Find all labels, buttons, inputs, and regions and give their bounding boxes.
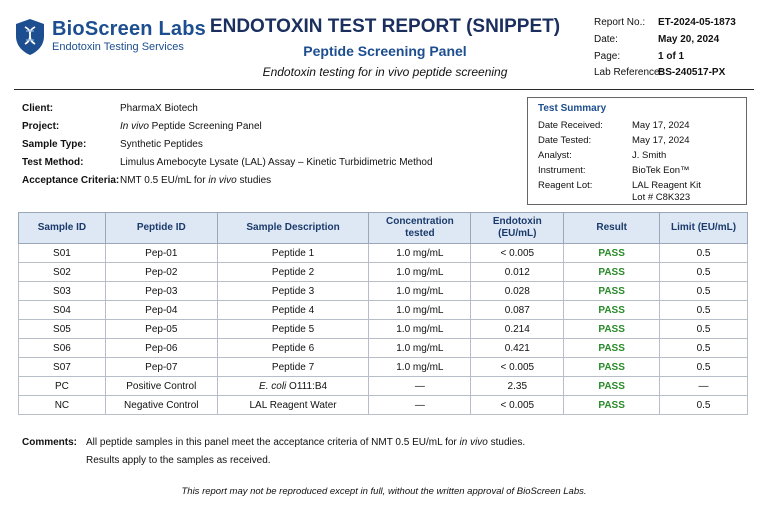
summary-value-instrument: BioTek Eon™: [632, 165, 690, 176]
cell-peptide-id: Pep-04: [105, 301, 217, 320]
cell-result: PASS: [564, 301, 660, 320]
criteria-pre: NMT 0.5 EU/mL for: [120, 175, 209, 186]
table-header-row: [19, 213, 748, 244]
cell-sample-id: S07: [19, 358, 106, 377]
cell-limit: —: [660, 377, 748, 396]
summary-label-received: Date Received:: [538, 120, 603, 131]
table-row: [19, 301, 748, 320]
cell-peptide-id: Pep-06: [105, 339, 217, 358]
col-header-peptide-id: Peptide ID: [105, 213, 217, 244]
test-method-label: Test Method:: [22, 157, 84, 168]
comments-post: studies.: [487, 437, 526, 448]
summary-value-reagent-lot: Lot # C8K323: [632, 192, 691, 203]
cell-description: Peptide 2: [217, 263, 369, 282]
logo-icon: [14, 18, 46, 56]
cell-endotoxin: 0.012: [471, 263, 564, 282]
table-row: [19, 339, 748, 358]
cell-endotoxin: < 0.005: [471, 358, 564, 377]
col-header-result: Result: [564, 213, 660, 244]
client-label: Client:: [22, 103, 54, 114]
comments-text: [86, 437, 525, 448]
sample-type-label: Sample Type:: [22, 139, 87, 150]
summary-value-tested: May 17, 2024: [632, 135, 690, 146]
cell-limit: 0.5: [660, 244, 748, 263]
cell-concentration: —: [369, 396, 471, 415]
cell-peptide-id: Pep-07: [105, 358, 217, 377]
col-header-concentration: Concentration tested: [369, 213, 471, 244]
report-tagline: Endotoxin testing for in vivo peptide screening: [262, 65, 508, 79]
summary-label-analyst: Analyst:: [538, 150, 572, 161]
comments-note: Results apply to the samples as received.: [86, 455, 271, 466]
acceptance-criteria-label: Acceptance Criteria:: [22, 175, 120, 186]
summary-label-reagent-lot: Reagent Lot:: [538, 180, 593, 191]
table-row: [19, 282, 748, 301]
meta-label-date: Date:: [594, 34, 618, 45]
cell-sample-id: S03: [19, 282, 106, 301]
meta-value-report-no: ET-2024-05-1873: [658, 17, 736, 28]
cell-concentration: 1.0 mg/mL: [369, 301, 471, 320]
meta-value-lab-ref: BS-240517-PX: [658, 67, 726, 78]
test-summary-box: [527, 97, 747, 205]
summary-value-reagent-kit: LAL Reagent Kit: [632, 180, 701, 191]
cell-sample-id: PC: [19, 377, 106, 396]
brand-subtitle: Endotoxin Testing Services: [52, 41, 184, 53]
client-value: PharmaX Biotech: [120, 103, 198, 114]
cell-sample-id: S06: [19, 339, 106, 358]
cell-result: PASS: [564, 339, 660, 358]
cell-limit: 0.5: [660, 301, 748, 320]
summary-value-analyst: J. Smith: [632, 150, 667, 161]
cell-sample-id: S05: [19, 320, 106, 339]
cell-limit: 0.5: [660, 339, 748, 358]
project-italic: In vivo: [120, 121, 149, 132]
table-row: [19, 396, 748, 415]
cell-concentration: 1.0 mg/mL: [369, 263, 471, 282]
cell-sample-id: NC: [19, 396, 106, 415]
cell-endotoxin: 2.35: [471, 377, 564, 396]
footer-disclaimer: This report may not be reproduced except in full, without the written approval of BioScreen Labs.: [181, 486, 587, 497]
cell-limit: 0.5: [660, 396, 748, 415]
col-header-limit: Limit (EU/mL): [660, 213, 748, 244]
cell-sample-id: S04: [19, 301, 106, 320]
cell-description: Peptide 3: [217, 282, 369, 301]
cell-endotoxin: 0.087: [471, 301, 564, 320]
col-header-sample-id: Sample ID: [19, 213, 106, 244]
sample-type-value: Synthetic Peptides: [120, 139, 203, 150]
table-row: [19, 244, 748, 263]
cell-result: PASS: [564, 282, 660, 301]
cell-endotoxin: 0.421: [471, 339, 564, 358]
meta-value-date: May 20, 2024: [658, 34, 720, 45]
report-title: ENDOTOXIN TEST REPORT (SNIPPET): [209, 16, 561, 37]
table-row: [19, 358, 748, 377]
cell-description: E. coli O111:B4: [217, 377, 369, 396]
cell-concentration: 1.0 mg/mL: [369, 358, 471, 377]
cell-concentration: 1.0 mg/mL: [369, 282, 471, 301]
meta-value-page: 1 of 1: [658, 51, 685, 62]
test-summary-title: Test Summary: [538, 103, 607, 114]
cell-limit: 0.5: [660, 282, 748, 301]
comments-italic: in vivo: [459, 437, 488, 448]
cell-result: PASS: [564, 263, 660, 282]
cell-peptide-id: Pep-02: [105, 263, 217, 282]
summary-label-tested: Date Tested:: [538, 135, 592, 146]
cell-endotoxin: 0.214: [471, 320, 564, 339]
criteria-post: studies: [236, 175, 272, 186]
cell-description: LAL Reagent Water: [217, 396, 369, 415]
test-method-value: Limulus Amebocyte Lysate (LAL) Assay – Kinetic Turbidimetric Method: [120, 157, 433, 168]
header-divider: [14, 89, 754, 90]
cell-sample-id: S02: [19, 263, 106, 282]
cell-limit: 0.5: [660, 263, 748, 282]
summary-label-instrument: Instrument:: [538, 165, 586, 176]
results-table: [18, 212, 748, 415]
col-header-description: Sample Description: [217, 213, 369, 244]
brand-name: BioScreen Labs: [52, 18, 206, 40]
summary-value-received: May 17, 2024: [632, 120, 690, 131]
cell-result: PASS: [564, 358, 660, 377]
meta-label-page: Page:: [594, 51, 621, 62]
cell-description: Peptide 1: [217, 244, 369, 263]
comments-label: Comments:: [22, 437, 78, 448]
cell-peptide-id: Pep-01: [105, 244, 217, 263]
cell-result: PASS: [564, 320, 660, 339]
cell-endotoxin: < 0.005: [471, 396, 564, 415]
project-rest: Peptide Screening Panel: [148, 121, 262, 132]
cell-description: Peptide 4: [217, 301, 369, 320]
meta-label-report-no: Report No.:: [594, 17, 646, 28]
cell-description: Peptide 6: [217, 339, 369, 358]
cell-endotoxin: 0.028: [471, 282, 564, 301]
criteria-italic: in vivo: [208, 175, 237, 186]
acceptance-criteria-value: [120, 175, 271, 186]
cell-endotoxin: < 0.005: [471, 244, 564, 263]
table-row: [19, 377, 748, 396]
comments-pre: All peptide samples in this panel meet the acceptance criteria of NMT 0.5 EU/mL for: [86, 437, 460, 448]
project-value: [120, 121, 262, 132]
report-subtitle: Peptide Screening Panel: [303, 43, 467, 59]
cell-result: PASS: [564, 244, 660, 263]
cell-peptide-id: Positive Control: [105, 377, 217, 396]
cell-peptide-id: Negative Control: [105, 396, 217, 415]
cell-concentration: 1.0 mg/mL: [369, 244, 471, 263]
cell-peptide-id: Pep-03: [105, 282, 217, 301]
cell-concentration: 1.0 mg/mL: [369, 339, 471, 358]
cell-sample-id: S01: [19, 244, 106, 263]
meta-label-lab-ref: Lab Reference:: [594, 67, 663, 78]
cell-concentration: 1.0 mg/mL: [369, 320, 471, 339]
cell-description: Peptide 7: [217, 358, 369, 377]
cell-limit: 0.5: [660, 358, 748, 377]
cell-limit: 0.5: [660, 320, 748, 339]
project-label: Project:: [22, 121, 60, 132]
cell-description: Peptide 5: [217, 320, 369, 339]
cell-result: PASS: [564, 396, 660, 415]
table-row: [19, 320, 748, 339]
cell-peptide-id: Pep-05: [105, 320, 217, 339]
cell-result: PASS: [564, 377, 660, 396]
col-header-endotoxin: Endotoxin (EU/mL): [471, 213, 564, 244]
cell-concentration: —: [369, 377, 471, 396]
table-row: [19, 263, 748, 282]
